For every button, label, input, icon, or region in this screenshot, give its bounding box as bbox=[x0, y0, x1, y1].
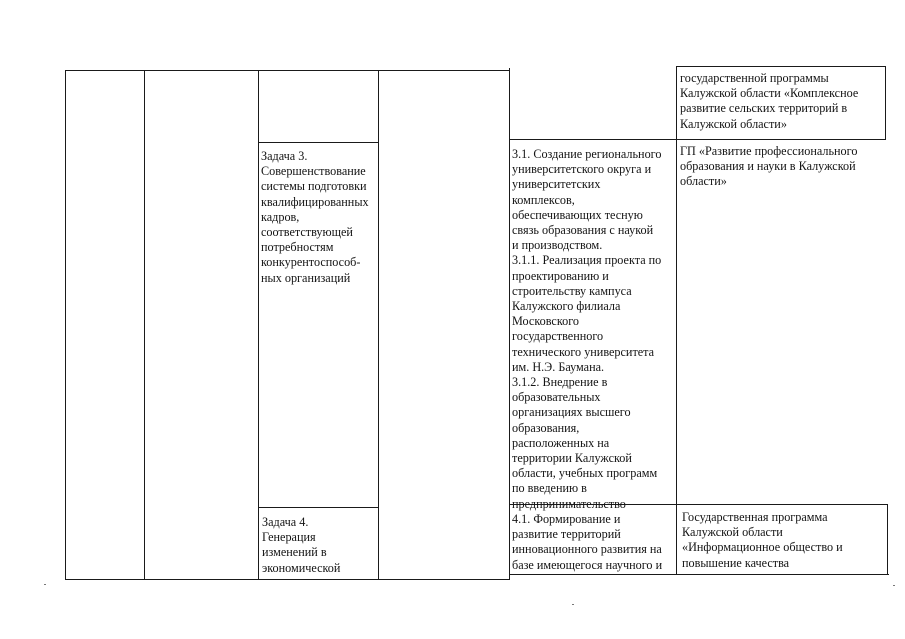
col-border-2 bbox=[144, 70, 145, 580]
scan-speck bbox=[893, 585, 895, 586]
program-continuation-text: государственной программы Калужской области «Комплексное развитие сельских территорий в Калужской области» bbox=[680, 71, 859, 131]
row-divider-task4 bbox=[258, 507, 378, 508]
row-divider-task3-right bbox=[509, 139, 886, 140]
col-border-3 bbox=[258, 70, 259, 580]
scan-speck bbox=[572, 604, 574, 605]
task-3-program-text: ГП «Развитие профессионального образования и науки в Калужской области» bbox=[680, 144, 858, 189]
task-4-measures-text: 4.1. Формирование и развитие территорий инновационного развития на базе имеющегося научного и bbox=[512, 512, 663, 572]
col-border-right-lower bbox=[887, 504, 888, 575]
table-top-border-right bbox=[676, 66, 886, 67]
table-bottom-border-right bbox=[509, 574, 889, 575]
task-4-text: Задача 4. Генерация изменений в экономической bbox=[262, 515, 341, 575]
col-border-left bbox=[65, 70, 66, 580]
task-4-program-text: Государственная программа Калужской области «Информационное общество и повышение качества bbox=[682, 510, 843, 570]
task-3-measures-text: 3.1. Создание регионального университетского округа и университетских комплексов, обеспечивающих тесную связь образования с наукой и производством. 3.1.1. Реализация проекта по проектированию и строительству кампуса Калужского филиала Московского государственного технического университета им. Н.Э. Баумана. 3.1.2. Внедрение в образовательных организациях высшего образования, расположенных на территории Калужской области, учебных программ по введению в предпринимательство bbox=[512, 147, 662, 511]
col-border-4 bbox=[378, 70, 379, 580]
task-3-text: Задача 3. Совершенствование системы подготовки квалифицированных кадров, соответствующей потребностям конкурентоспособ- ных организаций bbox=[261, 149, 369, 285]
row-divider-task3 bbox=[258, 142, 378, 143]
col-border-5 bbox=[509, 68, 510, 579]
table-bottom-border bbox=[65, 579, 510, 580]
col-border-right bbox=[885, 66, 886, 140]
col-border-6 bbox=[676, 66, 677, 575]
table-top-border bbox=[65, 70, 509, 71]
scan-speck bbox=[44, 584, 46, 585]
